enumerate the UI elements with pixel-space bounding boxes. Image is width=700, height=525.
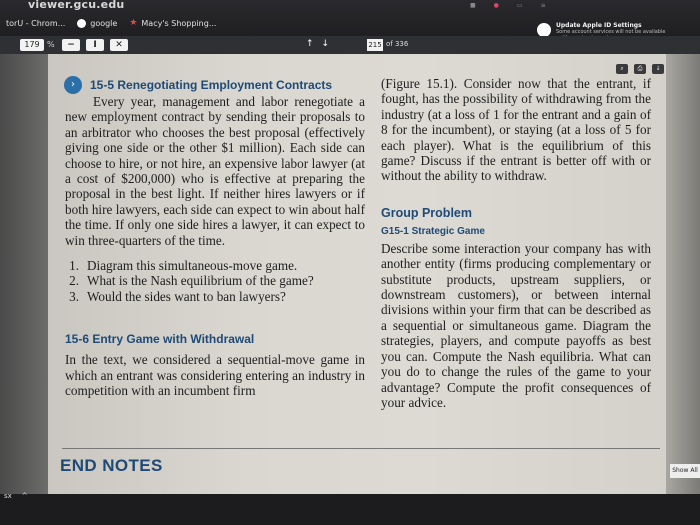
- group-problem-subtitle: G15-1 Strategic Game: [381, 225, 485, 237]
- document-page: [0, 54, 700, 494]
- left-column: [65, 76, 365, 399]
- right-margin: [666, 54, 700, 494]
- chevron-up-icon[interactable]: ^: [21, 492, 28, 500]
- section-15-6-title: 15-6 Entry Game with Withdrawal: [65, 332, 255, 347]
- bookmark-macys[interactable]: ★ Macy's Shopping...: [129, 18, 217, 28]
- icloud-icon: [537, 23, 551, 37]
- right-column: [381, 76, 651, 410]
- section-15-6-text: In the text, we considered a sequential-move game in which an entrant was considering entering an industry in competition with an incumbent firm: [65, 352, 365, 399]
- page-number-input[interactable]: 215: [368, 41, 382, 49]
- section-15-5-header: [64, 76, 365, 94]
- page-tools: [616, 64, 664, 74]
- pink-tab-icon[interactable]: ●: [493, 2, 499, 9]
- page-total: of 336: [386, 40, 409, 48]
- notification-title: Update Apple ID Settings: [556, 22, 642, 29]
- section-15-5-text: Every year, management and labor renegotiate a new employment contract by sending their proposals to an arbitrator who chooses the best proposal (effectively giving one side or the other $1 million). Each side can choose to hire, or not hire, an expensive labor lawyer (at a cost of $200,000) who is effective at preparing the proposal in the best light. If neither hires lawyers or if both hire lawyers, each side can expect to win about half the time. If only one side hires a lawyer, it can expect to win three-quarters of the time.: [65, 94, 365, 248]
- tab-icon[interactable]: ▭: [516, 2, 523, 9]
- url-text[interactable]: viewer.gcu.edu: [28, 0, 125, 11]
- zoom-unit: %: [47, 40, 55, 49]
- download-item[interactable]: sx ^: [4, 492, 28, 500]
- group-problem-text: Describe some interaction your company has with another entity (firms producing complementary or substitute products, upstream suppliers, or downstream customers), or between internal divisions within your firm that can be described as a sequential or simultaneous game. Diagram the strategies, players, and compute payoffs as best you can. Compute the Nash equilibria. What can you do to change the rules of the game to your advantage? Compute the profit consequences of your advice.: [381, 240, 651, 410]
- page-up-icon[interactable]: ↑: [306, 39, 314, 49]
- chevron-right-icon: ›: [64, 76, 82, 94]
- text-select-button[interactable]: I: [86, 39, 104, 51]
- section-15-5-title: 15-5 Renegotiating Employment Contracts: [90, 78, 333, 92]
- menu-icon[interactable]: ≡: [540, 2, 546, 9]
- google-icon: [77, 19, 86, 28]
- page-nav: [306, 39, 329, 49]
- browser-chrome: [0, 0, 700, 36]
- pdf-toolbar: [0, 36, 700, 54]
- bookmark-google[interactable]: google: [77, 19, 117, 28]
- downloads-bar: [0, 467, 700, 525]
- section-15-6-continued: (Figure 15.1). Consider now that the entrant, if fought, has the possibility of withdrawing from the industry (at a loss of 1 for the entrant and a gain of 8 for the incumbent), or staying (at a loss of 5 for each player). What is the equilibrium of this game? Discuss if the entrant is better off with or without the ability to withdraw.: [381, 76, 651, 184]
- group-problem-title: Group Problem: [381, 205, 472, 220]
- bookmarks-bar: [0, 14, 526, 32]
- print-icon[interactable]: ⎙: [634, 64, 646, 74]
- zoom-out-button[interactable]: −: [62, 39, 80, 51]
- fit-page-button[interactable]: ✕: [110, 39, 128, 51]
- zoom-input[interactable]: 179: [20, 39, 44, 51]
- download-icon[interactable]: ↓: [652, 64, 664, 74]
- left-margin: [0, 54, 48, 494]
- star-icon: ★: [129, 18, 138, 28]
- top-icons: [470, 2, 690, 12]
- notification-text: Some account services will not be available: [556, 29, 666, 35]
- divider: [62, 448, 660, 449]
- search-icon[interactable]: ⌕: [616, 64, 628, 74]
- end-notes-heading: END NOTES: [60, 456, 163, 475]
- list-item: 3. Would the sides want to ban lawyers?: [69, 288, 286, 304]
- page-down-icon[interactable]: ↓: [321, 39, 330, 49]
- list-item: 2. What is the Nash equilibrium of the game?: [69, 273, 314, 289]
- bookmark-tor[interactable]: torU - Chrom...: [6, 18, 66, 28]
- list-item: 1. Diagram this simultaneous-move game.: [69, 258, 298, 274]
- show-all-button[interactable]: Show All: [670, 464, 700, 478]
- extension-icon[interactable]: ■: [470, 2, 476, 9]
- question-list: [65, 258, 365, 304]
